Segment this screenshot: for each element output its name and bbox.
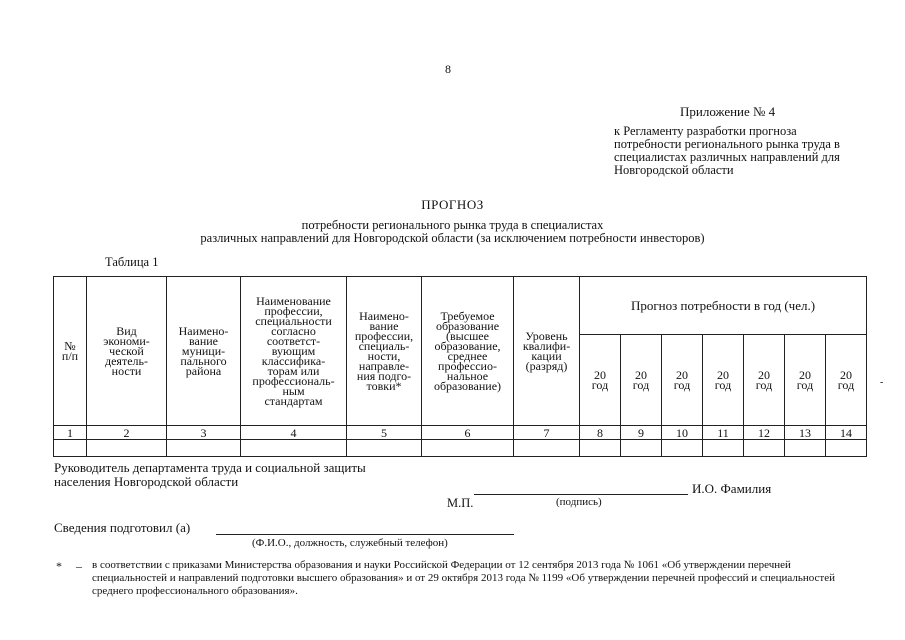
header-year-1: 20 год — [580, 335, 621, 426]
header-num: № п/п — [54, 277, 87, 426]
column-number: 13 — [785, 426, 826, 440]
column-number: 14 — [826, 426, 867, 440]
appendix-body: к Регламенту разработки прогноза потребности регионального рынка труда в специалистах различных направлений для Новгородской области — [614, 124, 840, 177]
table-label: Таблица 1 — [105, 255, 159, 269]
column-number: 5 — [347, 426, 422, 440]
header-year-4: 20 год — [703, 335, 744, 426]
column-number: 1 — [54, 426, 87, 440]
header-year-7: 20 год — [826, 335, 867, 426]
column-number: 12 — [744, 426, 785, 440]
head-title — [54, 461, 366, 489]
header-activity: Вид экономи- ческой деятель- ности — [87, 277, 167, 426]
header-direction: Наимено- вание профессии, специаль- ности, направле- ния подго- товки* — [347, 277, 422, 426]
column-number: 2 — [87, 426, 167, 440]
header-year-6: 20 год — [785, 335, 826, 426]
header-year-5: 20 год — [744, 335, 785, 426]
footnote-dash: – — [76, 559, 82, 573]
table-cell — [514, 440, 580, 457]
table-cell — [167, 440, 241, 457]
table-cell — [87, 440, 167, 457]
table-cell — [785, 440, 826, 457]
head-title-line1: Руководитель департамента труда и социальной защиты — [54, 460, 366, 475]
header-district: Наимено- вание муници- пального района — [167, 277, 241, 426]
column-number: 3 — [167, 426, 241, 440]
document-title: ПРОГНОЗ — [421, 197, 484, 212]
table-cell — [621, 440, 662, 457]
footnote-mark: * — [56, 559, 62, 573]
stamp-place: М.П. — [447, 496, 474, 510]
header-profession: Наименование профессии, специальности согласно соответст- вующим классифика- торам или профессиональ- ным стандартам — [241, 277, 347, 426]
footnote-text: в соответствии с приказами Министерства образования и науки Российской Федерации от 12 сентября 2013 года № 1061 «Об утверждении перечней специальностей и направлений подготовки высшего образования» и от 29 октября 2013 года № 1199 «Об утверждении перечней профессий и специальностей среднего профессионального образования». — [92, 559, 835, 597]
table-cell — [703, 440, 744, 457]
document-subtitle-line2: различных направлений для Новгородской области (за исключением потребности инвесторов) — [200, 231, 705, 245]
column-number: 11 — [703, 426, 744, 440]
column-numbers-row — [54, 426, 867, 440]
signature-caption: (подпись) — [556, 496, 602, 508]
header-year-3: 20 год — [662, 335, 703, 426]
column-number: 10 — [662, 426, 703, 440]
forecast-table — [53, 276, 867, 457]
header-forecast: Прогноз потребности в год (чел.) — [580, 277, 867, 335]
table-row — [54, 440, 867, 457]
column-number: 4 — [241, 426, 347, 440]
header-year-2: 20 год — [621, 335, 662, 426]
column-number: 9 — [621, 426, 662, 440]
prepared-by-caption: (Ф.И.О., должность, служебный телефон) — [252, 537, 448, 549]
table-cell — [662, 440, 703, 457]
column-number: 8 — [580, 426, 621, 440]
table-cell — [744, 440, 785, 457]
table-cell — [347, 440, 422, 457]
table-cell — [54, 440, 87, 457]
margin-mark: - — [880, 377, 884, 388]
head-title-line2: населения Новгородской области — [54, 474, 239, 489]
column-number: 6 — [422, 426, 514, 440]
header-education: Требуемое образование (высшее образование, среднее профессио- нальное образование) — [422, 277, 514, 426]
signature-line — [474, 493, 688, 495]
prepared-by-label: Сведения подготовил (а) — [54, 520, 191, 535]
page-number: 8 — [445, 62, 451, 76]
table-cell — [241, 440, 347, 457]
appendix-title: Приложение № 4 — [680, 104, 776, 119]
column-number: 7 — [514, 426, 580, 440]
table-cell — [826, 440, 867, 457]
table-cell — [422, 440, 514, 457]
signer-name: И.О. Фамилия — [692, 481, 772, 496]
prepared-by-line — [216, 533, 514, 535]
header-qualification: Уровень квалифи- кации (разряд) — [514, 277, 580, 426]
document-subtitle-line1: потребности регионального рынка труда в специалистах — [301, 218, 604, 232]
table-cell — [580, 440, 621, 457]
